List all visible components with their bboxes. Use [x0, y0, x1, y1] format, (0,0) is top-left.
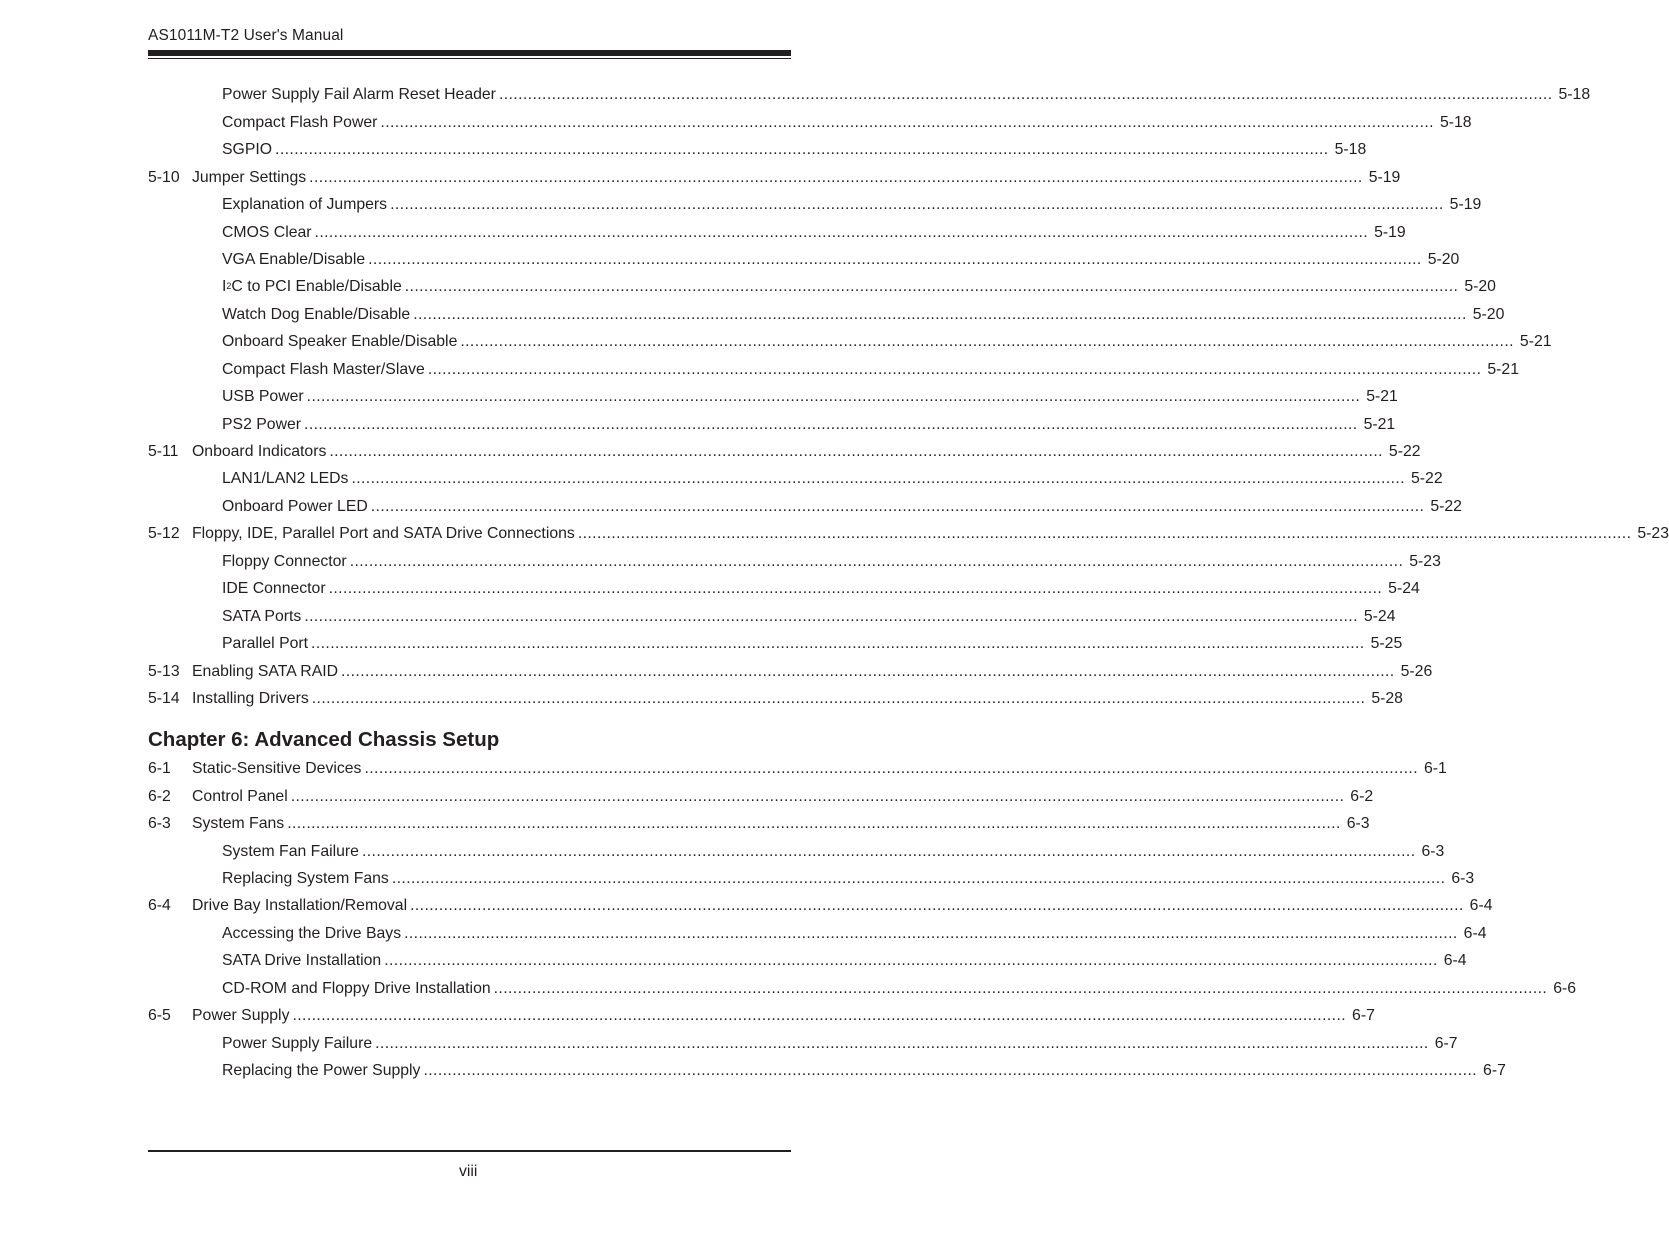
dot-leader: ............................................................................................................................................................................................................................	[275, 141, 1329, 158]
toc-entry-title	[222, 1033, 375, 1055]
toc-entry-body	[222, 841, 1445, 863]
page-ref: 5-23	[1409, 553, 1441, 570]
toc-entry-body	[222, 496, 1462, 518]
page-ref: 6-6	[1553, 980, 1577, 997]
toc-entry[interactable]	[148, 786, 1374, 808]
header-rule-thin	[148, 58, 791, 59]
toc-entry-title	[192, 523, 578, 545]
page-ref: 6-7	[1352, 1007, 1375, 1024]
toc-entry[interactable]	[148, 386, 1398, 408]
title-text: Explanation of Jumpers	[222, 196, 388, 213]
page-ref: 6-4	[1469, 897, 1493, 914]
toc-entry-body	[222, 386, 1398, 408]
title-text: Drive Bay Installation/Removal	[192, 897, 408, 914]
toc-entry-body	[222, 633, 1403, 655]
toc-entry[interactable]	[148, 468, 1443, 490]
page-ref: 5-22	[1411, 470, 1443, 487]
dot-leader: ............................................................................................................................................................................................................................	[410, 897, 1464, 914]
title-text: Control Panel	[192, 788, 288, 805]
toc-entry-body	[192, 688, 1403, 710]
toc-entry[interactable]	[148, 551, 1441, 573]
dot-leader: ............................................................................................................................................................................................................................	[364, 760, 1419, 777]
dot-leader: ............................................................................................................................................................................................................................	[427, 361, 1482, 378]
toc-entry-body	[222, 414, 1396, 436]
page-ref: 6-3	[1421, 843, 1445, 860]
toc-entry[interactable]	[148, 813, 1370, 835]
title-text: Replacing System Fans	[222, 870, 389, 887]
toc-entry[interactable]	[148, 249, 1460, 271]
dot-leader: ............................................................................................................................................................................................................................	[498, 86, 1553, 103]
toc-entry[interactable]	[148, 841, 1445, 863]
toc-entry[interactable]	[148, 84, 1591, 106]
section-number: 5-12	[148, 525, 180, 542]
toc-entry[interactable]	[148, 139, 1367, 161]
dot-leader: ............................................................................................................................................................................................................................	[391, 870, 1446, 887]
toc-entry-title	[222, 551, 350, 573]
page-ref: 5-25	[1370, 635, 1403, 652]
toc-entry[interactable]	[148, 359, 1519, 381]
toc-entry-title	[192, 441, 329, 463]
page-ref: 6-4	[1463, 925, 1487, 942]
toc-entry[interactable]	[148, 1033, 1458, 1055]
toc-entry-body	[222, 84, 1591, 106]
page-ref: 6-7	[1434, 1035, 1458, 1052]
toc-entry-body	[192, 895, 1493, 917]
toc-entry-body	[222, 276, 1496, 298]
title-text: Power Supply Fail Alarm Reset Header	[222, 86, 496, 103]
section-number: 6-5	[148, 1007, 171, 1024]
toc-entry-body	[222, 606, 1396, 628]
toc-entry-title	[192, 167, 309, 189]
dot-leader: ............................................................................................................................................................................................................................	[304, 416, 1358, 433]
section-number: 5-14	[148, 690, 180, 707]
section-number: 6-4	[148, 897, 171, 914]
toc-entry-title	[222, 276, 405, 298]
toc-entry-body	[192, 523, 1669, 545]
toc-entry-body	[222, 249, 1460, 271]
title-text: VGA Enable/Disable	[222, 251, 366, 268]
title-text: Static-Sensitive Devices	[192, 760, 362, 777]
page-ref: 6-2	[1350, 788, 1374, 805]
dot-leader: ............................................................................................................................................................................................................................	[423, 1062, 1478, 1079]
footer-rule	[148, 1150, 791, 1152]
page-ref: 5-22	[1430, 498, 1462, 515]
dot-leader: ............................................................................................................................................................................................................................	[311, 690, 1366, 707]
page-ref: 5-21	[1519, 333, 1552, 350]
page-ref: 5-21	[1363, 416, 1396, 433]
section-number: 5-13	[148, 663, 180, 680]
title-text: Accessing the Drive Bays	[222, 925, 402, 942]
toc-entry-title	[222, 414, 304, 436]
toc-entry-title	[222, 578, 329, 600]
toc-entry-body	[192, 758, 1447, 780]
dot-leader: ............................................................................................................................................................................................................................	[384, 952, 1438, 969]
dot-leader: ............................................................................................................................................................................................................................	[341, 663, 1395, 680]
dot-leader: ............................................................................................................................................................................................................................	[351, 470, 1405, 487]
toc-entry-title	[222, 194, 390, 216]
toc-entry[interactable]	[148, 633, 1403, 655]
toc-entry-body	[222, 304, 1505, 326]
title-text: Power Supply	[192, 1007, 290, 1024]
page-ref: 5-18	[1439, 114, 1472, 131]
title-text: Parallel Port	[222, 635, 309, 652]
dot-leader: ............................................................................................................................................................................................................................	[380, 114, 1434, 131]
page-ref: 6-3	[1346, 815, 1370, 832]
toc-entry-body	[222, 868, 1475, 890]
toc-entry[interactable]	[148, 222, 1406, 244]
dot-leader: ............................................................................................................................................................................................................................	[290, 788, 1345, 805]
dot-leader: ............................................................................................................................................................................................................................	[460, 333, 1514, 350]
toc-entry-title	[222, 633, 311, 655]
page-ref: 6-3	[1451, 870, 1475, 887]
toc-entry-title	[222, 139, 275, 161]
toc-entry-body	[222, 950, 1467, 972]
toc-entry-title	[192, 1005, 292, 1027]
toc-entry[interactable]	[148, 331, 1552, 353]
dot-leader: ............................................................................................................................................................................................................................	[349, 553, 1404, 570]
toc-entry[interactable]	[148, 578, 1420, 600]
toc-entry-title	[222, 304, 413, 326]
toc-entry-title	[222, 386, 307, 408]
toc-entry-title	[222, 359, 428, 381]
toc-entry-title	[222, 868, 392, 890]
section-number: 6-3	[148, 815, 171, 832]
toc-entry[interactable]	[148, 950, 1467, 972]
toc-entry-title	[222, 606, 304, 628]
dot-leader: ............................................................................................................................................................................................................................	[370, 498, 1425, 515]
title-text: Enabling SATA RAID	[192, 663, 339, 680]
section-number: 5-11	[148, 443, 179, 460]
toc-entry-body	[222, 194, 1482, 216]
toc-entry[interactable]	[148, 496, 1462, 518]
chapter-heading: Chapter 6: Advanced Chassis Setup	[148, 728, 500, 751]
dot-leader: ............................................................................................................................................................................................................................	[375, 1035, 1429, 1052]
dot-leader: ............................................................................................................................................................................................................................	[361, 843, 1416, 860]
toc-entry-body	[222, 359, 1519, 381]
dot-leader: ............................................................................................................................................................................................................................	[577, 525, 1632, 542]
toc-entry-body	[192, 786, 1374, 808]
toc-entry-title	[222, 331, 460, 353]
dot-leader: ............................................................................................................................................................................................................................	[311, 635, 1365, 652]
title-text: Installing Drivers	[192, 690, 309, 707]
page-ref: 5-26	[1400, 663, 1433, 680]
title-text: System Fan Failure	[222, 843, 359, 860]
toc-entry[interactable]	[148, 868, 1475, 890]
page-ref: 5-24	[1388, 580, 1420, 597]
toc-entry-title	[192, 758, 364, 780]
toc-entry-title	[222, 222, 315, 244]
dot-leader: ............................................................................................................................................................................................................................	[314, 224, 1369, 241]
dot-leader: ............................................................................................................................................................................................................................	[292, 1007, 1347, 1024]
page-ref: 5-19	[1368, 169, 1401, 186]
toc-entry-title	[222, 496, 371, 518]
toc-entry-title	[222, 249, 368, 271]
section-number: 5-10	[148, 169, 180, 186]
toc-entry[interactable]	[148, 1060, 1506, 1082]
toc-entry-body	[192, 441, 1421, 463]
title-text: CMOS Clear	[222, 224, 312, 241]
toc-entry[interactable]	[148, 661, 1433, 683]
title-text: USB Power	[222, 388, 304, 405]
toc-entry-title	[192, 786, 291, 808]
dot-leader: ............................................................................................................................................................................................................................	[287, 815, 1341, 832]
title-text: Onboard Indicators	[192, 443, 327, 460]
dot-leader: ............................................................................................................................................................................................................................	[309, 169, 1363, 186]
toc-entry-body	[222, 1060, 1506, 1082]
page-ref: 6-7	[1483, 1062, 1506, 1079]
toc-entry-title	[222, 468, 351, 490]
title-text: SATA Drive Installation	[222, 952, 382, 969]
section-number: 6-1	[148, 760, 171, 777]
toc-entry[interactable]	[148, 276, 1496, 298]
page-ref: 5-23	[1637, 525, 1669, 542]
dot-leader: ............................................................................................................................................................................................................................	[368, 251, 1422, 268]
page-number: viii	[459, 1163, 478, 1180]
toc-entry[interactable]	[148, 523, 1669, 545]
title-text: C to PCI Enable/Disable	[231, 278, 402, 295]
title-superscript: 2	[226, 281, 232, 291]
toc-entry-title	[192, 688, 312, 710]
title-text: Compact Flash Power	[222, 114, 378, 131]
toc-entry[interactable]	[148, 167, 1401, 189]
toc-entry[interactable]	[148, 923, 1487, 945]
toc-entry[interactable]	[148, 606, 1396, 628]
title-text: System Fans	[192, 815, 285, 832]
dot-leader: ............................................................................................................................................................................................................................	[306, 388, 1361, 405]
page-ref: 6-4	[1443, 952, 1467, 969]
toc-entry-body	[222, 551, 1441, 573]
toc-entry-title	[222, 923, 404, 945]
title-text: Jumper Settings	[192, 169, 307, 186]
title-text: Replacing the Power Supply	[222, 1062, 421, 1079]
page-ref: 5-21	[1366, 388, 1398, 405]
page-ref: 5-28	[1371, 690, 1403, 707]
toc-entry[interactable]	[148, 304, 1505, 326]
page-ref: 5-18	[1558, 86, 1591, 103]
page-ref: 5-20	[1472, 306, 1505, 323]
page-ref: 5-22	[1388, 443, 1421, 460]
toc-entry[interactable]	[148, 194, 1482, 216]
toc-entry-title	[222, 84, 499, 106]
toc-entry-title	[192, 661, 341, 683]
header-rule	[148, 50, 791, 56]
dot-leader: ............................................................................................................................................................................................................................	[328, 580, 1383, 597]
toc-entry-body	[192, 1005, 1375, 1027]
toc-entry-body	[222, 1033, 1458, 1055]
title-text: CD-ROM and Floppy Drive Installation	[222, 980, 491, 997]
toc-entry[interactable]	[148, 441, 1421, 463]
page-ref: 5-24	[1363, 608, 1396, 625]
toc-entry-title	[192, 813, 287, 835]
toc-entry[interactable]	[148, 978, 1577, 1000]
toc-entry-body	[192, 167, 1401, 189]
title-text: Onboard Speaker Enable/Disable	[222, 333, 458, 350]
toc-entry[interactable]	[148, 688, 1403, 710]
title-text: LAN1/LAN2 LEDs	[222, 470, 349, 487]
toc-entry[interactable]	[148, 112, 1472, 134]
page-ref: 5-21	[1487, 361, 1519, 378]
title-text: SGPIO	[222, 141, 273, 158]
toc-entry-body	[222, 923, 1487, 945]
toc-entry-title	[222, 112, 380, 134]
toc-entry-body	[222, 978, 1577, 1000]
title-text: Floppy, IDE, Parallel Port and SATA Drive Connections	[192, 525, 575, 542]
toc-entry[interactable]	[148, 758, 1447, 780]
toc-entry[interactable]	[148, 895, 1493, 917]
section-number: 6-2	[148, 788, 171, 805]
running-header: AS1011M-T2 User's Manual	[148, 27, 344, 44]
toc-entry-title	[222, 978, 494, 1000]
toc-entry-body	[222, 578, 1420, 600]
title-text: SATA Ports	[222, 608, 302, 625]
toc-entry-body	[192, 813, 1370, 835]
toc-entry[interactable]	[148, 414, 1396, 436]
title-text: Power Supply Failure	[222, 1035, 373, 1052]
dot-leader: ............................................................................................................................................................................................................................	[390, 196, 1444, 213]
dot-leader: ............................................................................................................................................................................................................................	[493, 980, 1548, 997]
page-ref: 5-20	[1464, 278, 1496, 295]
toc-entry-body	[222, 468, 1443, 490]
dot-leader: ............................................................................................................................................................................................................................	[413, 306, 1467, 323]
title-text: Compact Flash Master/Slave	[222, 361, 425, 378]
dot-leader: ............................................................................................................................................................................................................................	[404, 925, 1458, 942]
page-ref: 5-20	[1427, 251, 1460, 268]
toc-entry-title	[222, 950, 384, 972]
title-text: Floppy Connector	[222, 553, 347, 570]
toc-entry-body	[222, 139, 1367, 161]
toc-entry[interactable]	[148, 1005, 1375, 1027]
dot-leader: ............................................................................................................................................................................................................................	[304, 608, 1358, 625]
toc-entry-title	[222, 1060, 423, 1082]
dot-leader: ............................................................................................................................................................................................................................	[404, 278, 1459, 295]
toc-entry-title	[222, 841, 362, 863]
title-text: Watch Dog Enable/Disable	[222, 306, 411, 323]
page-ref: 5-18	[1334, 141, 1367, 158]
page-ref: 5-19	[1374, 224, 1406, 241]
toc-entry-body	[222, 331, 1552, 353]
title-text: PS2 Power	[222, 416, 302, 433]
toc-entry-body	[222, 112, 1472, 134]
page-ref: 6-1	[1424, 760, 1447, 777]
title-text: IDE Connector	[222, 580, 326, 597]
dot-leader: ............................................................................................................................................................................................................................	[329, 443, 1383, 460]
toc-entry-body	[222, 222, 1406, 244]
toc-entry-title	[192, 895, 410, 917]
title-prefix: I	[222, 278, 227, 295]
page-ref: 5-19	[1449, 196, 1482, 213]
toc-entry-body	[192, 661, 1433, 683]
title-text: Onboard Power LED	[222, 498, 368, 515]
